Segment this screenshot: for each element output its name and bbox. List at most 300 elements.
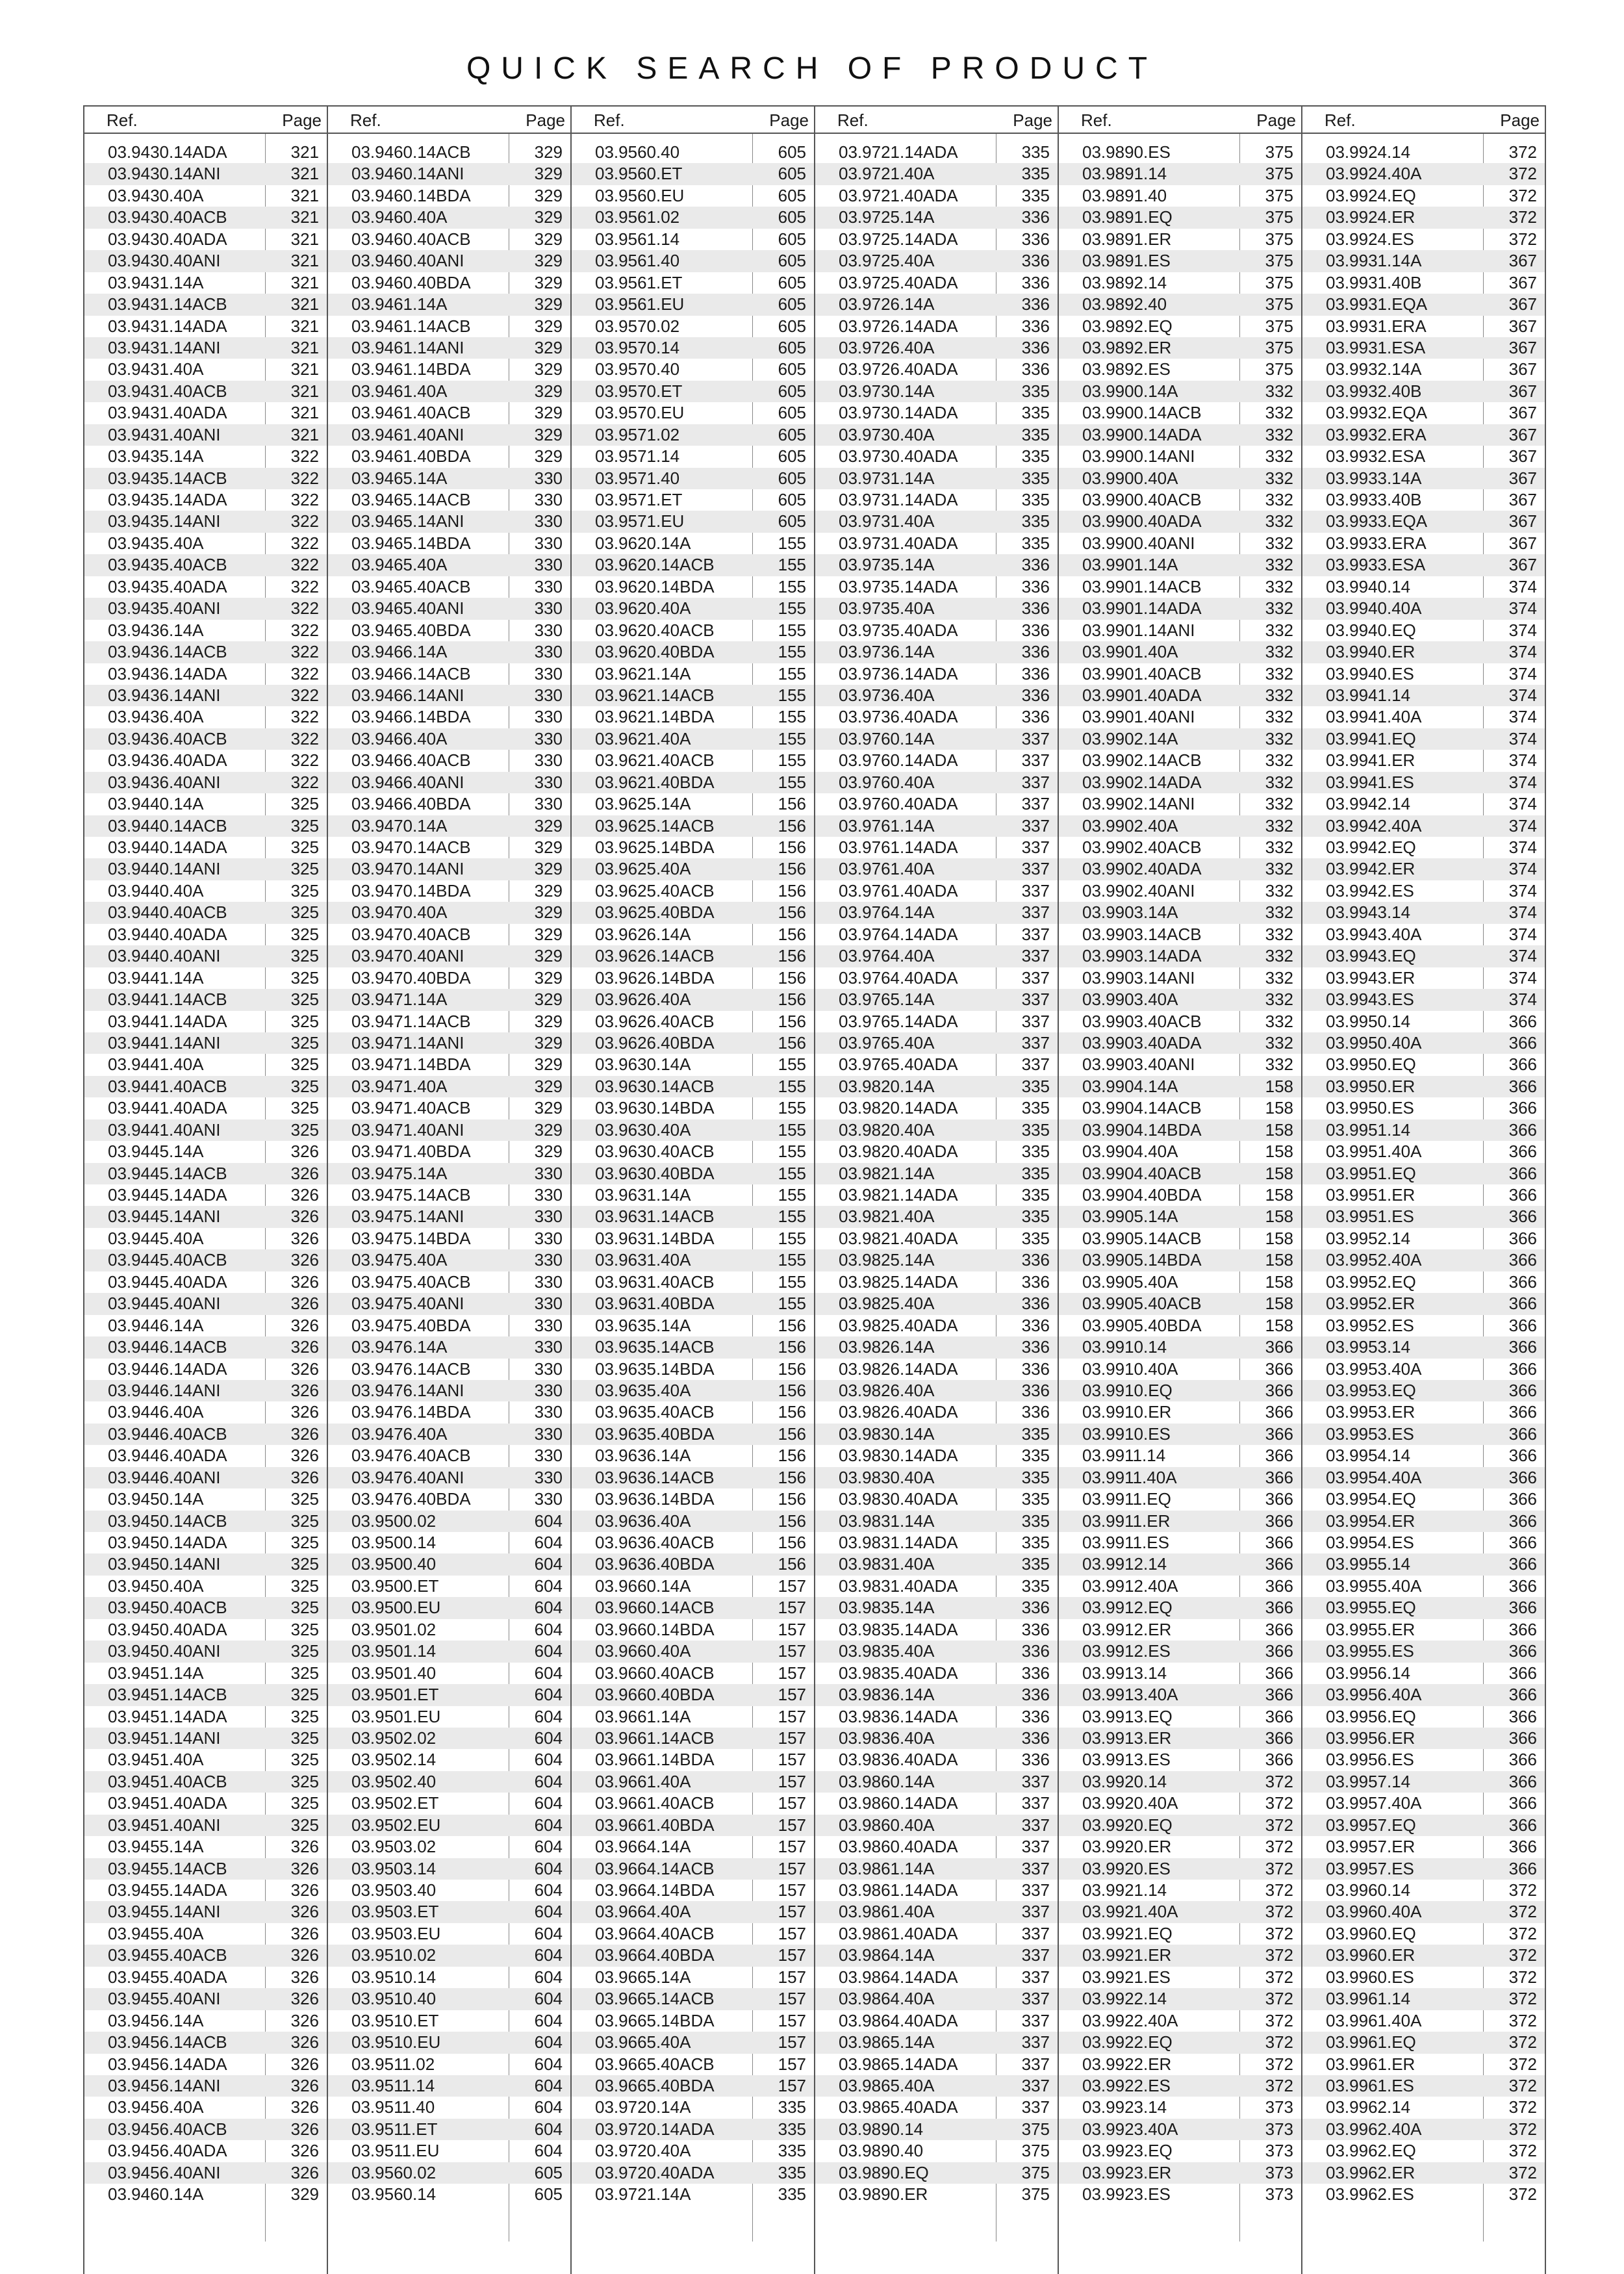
ref-code: 03.9430.40A bbox=[108, 185, 204, 205]
ref-code: 03.9460.40A bbox=[351, 207, 448, 227]
ref-code: 03.9621.14BDA bbox=[595, 707, 715, 727]
list-item bbox=[815, 967, 1058, 989]
page-number: 329 bbox=[534, 381, 563, 401]
ref-code: 03.9956.40A bbox=[1326, 1685, 1422, 1705]
ref-code: 03.9764.14ADA bbox=[839, 924, 958, 944]
list-item bbox=[328, 468, 570, 489]
page-number: 335 bbox=[1021, 142, 1050, 162]
list-item bbox=[1302, 858, 1545, 880]
ref-code: 03.9455.14ACB bbox=[108, 1858, 227, 1878]
ref-code: 03.9761.14A bbox=[839, 815, 935, 836]
ref-code: 03.9900.14ANI bbox=[1082, 446, 1195, 466]
list-item bbox=[815, 1163, 1058, 1184]
page-number: 329 bbox=[534, 251, 563, 271]
page-number: 372 bbox=[1508, 2010, 1537, 2030]
ref-code: 03.9445.14ACB bbox=[108, 1163, 227, 1183]
ref-code: 03.9910.ES bbox=[1082, 1424, 1171, 1444]
ref-code: 03.9430.40ANI bbox=[108, 251, 221, 271]
page-number: 330 bbox=[534, 555, 563, 575]
ref-code: 03.9510.EU bbox=[351, 2032, 441, 2052]
list-item bbox=[815, 1836, 1058, 1858]
page-number: 326 bbox=[290, 2162, 319, 2182]
ref-code: 03.9630.14BDA bbox=[595, 1098, 715, 1118]
page-number: 155 bbox=[778, 1054, 806, 1075]
list-item bbox=[815, 1445, 1058, 1466]
ref-code: 03.9942.EQ bbox=[1326, 837, 1416, 857]
list-item bbox=[84, 1858, 327, 1880]
ref-code: 03.9475.40A bbox=[351, 1250, 448, 1270]
list-item bbox=[572, 2097, 814, 2118]
ref-code: 03.9904.40ACB bbox=[1082, 1163, 1202, 1183]
page-number: 326 bbox=[290, 1467, 319, 1487]
page-number: 330 bbox=[534, 1228, 563, 1248]
list-item bbox=[572, 272, 814, 294]
list-item bbox=[572, 706, 814, 728]
page-number: 156 bbox=[778, 880, 806, 901]
page-number: 604 bbox=[534, 1598, 563, 1618]
ref-code: 03.9461.40ANI bbox=[351, 424, 464, 444]
ref-code: 03.9441.40ADA bbox=[108, 1098, 227, 1118]
ref-code: 03.9960.ER bbox=[1326, 1945, 1415, 1965]
page-number: 374 bbox=[1508, 902, 1537, 923]
rows-list bbox=[815, 142, 1058, 2206]
page-number: 325 bbox=[290, 1663, 319, 1683]
ref-code: 03.9736.40ADA bbox=[839, 707, 958, 727]
ref-code: 03.9954.ES bbox=[1326, 1533, 1414, 1552]
ref-code: 03.9913.40A bbox=[1082, 1685, 1178, 1705]
page-number: 329 bbox=[534, 837, 563, 857]
page-number: 335 bbox=[778, 2141, 806, 2161]
ref-code: 03.9951.ER bbox=[1326, 1185, 1415, 1205]
ref-code: 03.9445.40ANI bbox=[108, 1294, 221, 1314]
ref-code: 03.9620.14A bbox=[595, 533, 691, 553]
ref-code: 03.9953.40A bbox=[1326, 1359, 1422, 1379]
ref-code: 03.9430.40ADA bbox=[108, 229, 227, 249]
ref-code: 03.9511.02 bbox=[351, 2054, 435, 2074]
page-number: 330 bbox=[534, 1402, 563, 1422]
ref-code: 03.9912.40A bbox=[1082, 1576, 1178, 1596]
list-item bbox=[815, 294, 1058, 315]
list-item bbox=[572, 1293, 814, 1314]
ref-code: 03.9765.14A bbox=[839, 990, 935, 1010]
ref-code: 03.9943.ER bbox=[1326, 967, 1415, 988]
page-number: 336 bbox=[1021, 642, 1050, 662]
ref-code: 03.9962.40A bbox=[1326, 2119, 1422, 2139]
page-number: 604 bbox=[534, 1685, 563, 1705]
list-item bbox=[84, 272, 327, 294]
page-number: 325 bbox=[290, 1032, 319, 1053]
ref-code: 03.9931.40B bbox=[1326, 272, 1422, 292]
ref-code: 03.9726.40ADA bbox=[839, 359, 958, 379]
page-number: 157 bbox=[778, 2010, 806, 2030]
ref-code: 03.9664.40A bbox=[595, 1902, 691, 1922]
page-number: 366 bbox=[1508, 1511, 1537, 1531]
list-item bbox=[1302, 2075, 1545, 2097]
ref-code: 03.9904.14A bbox=[1082, 1076, 1178, 1096]
ref-code: 03.9665.40A bbox=[595, 2032, 691, 2052]
list-item bbox=[84, 880, 327, 902]
rows-list bbox=[572, 142, 814, 2206]
page-number: 372 bbox=[1508, 1989, 1537, 2009]
index-column bbox=[572, 105, 815, 2274]
page-number: 157 bbox=[778, 1858, 806, 1878]
ref-code: 03.9625.14ACB bbox=[595, 815, 715, 836]
list-item bbox=[1059, 641, 1301, 663]
ref-code: 03.9503.14 bbox=[351, 1858, 437, 1878]
list-item bbox=[328, 967, 570, 989]
list-item bbox=[328, 554, 570, 576]
page-number: 372 bbox=[1508, 164, 1537, 184]
ref-code: 03.9831.14A bbox=[839, 1511, 935, 1531]
page-number: 604 bbox=[534, 1619, 563, 1639]
list-item bbox=[815, 1553, 1058, 1575]
list-item bbox=[815, 1359, 1058, 1380]
ref-code: 03.9460.14A bbox=[108, 2184, 204, 2204]
list-item bbox=[1302, 1488, 1545, 1510]
page-number: 374 bbox=[1508, 663, 1537, 683]
list-item bbox=[815, 1641, 1058, 1662]
page-number: 336 bbox=[1021, 294, 1050, 314]
page-number: 335 bbox=[1021, 446, 1050, 466]
list-item bbox=[1059, 250, 1301, 272]
list-item bbox=[328, 706, 570, 728]
page-number: 329 bbox=[534, 1098, 563, 1118]
list-item bbox=[572, 1511, 814, 1532]
ref-code: 03.9451.14ANI bbox=[108, 1728, 221, 1748]
list-item bbox=[84, 2119, 327, 2140]
list-item bbox=[328, 2010, 570, 2032]
ref-code: 03.9820.40A bbox=[839, 1119, 935, 1140]
page-number: 332 bbox=[1265, 750, 1293, 771]
page-number: 336 bbox=[1021, 337, 1050, 357]
list-item bbox=[1059, 424, 1301, 446]
page-number: 330 bbox=[534, 1294, 563, 1314]
list-item bbox=[84, 1271, 327, 1293]
ref-code: 03.9570.EU bbox=[595, 403, 685, 423]
ref-code: 03.9960.14 bbox=[1326, 1880, 1411, 1900]
page-number: 337 bbox=[1021, 880, 1050, 901]
list-item bbox=[1059, 815, 1301, 837]
page-number: 158 bbox=[1265, 1098, 1293, 1118]
list-item bbox=[1302, 2054, 1545, 2075]
ref-code: 03.9825.40ADA bbox=[839, 1315, 958, 1335]
list-item bbox=[84, 1467, 327, 1488]
list-item bbox=[328, 945, 570, 967]
ref-code: 03.9630.40ACB bbox=[595, 1142, 715, 1162]
list-item bbox=[84, 902, 327, 923]
page-number: 366 bbox=[1265, 1533, 1293, 1552]
ref-code: 03.9440.40ACB bbox=[108, 902, 227, 923]
list-item bbox=[815, 2119, 1058, 2140]
list-item bbox=[328, 1663, 570, 1684]
page-number: 325 bbox=[290, 1489, 319, 1509]
ref-code: 03.9636.40A bbox=[595, 1511, 691, 1531]
ref-code: 03.9511.ET bbox=[351, 2119, 438, 2139]
list-item bbox=[572, 2054, 814, 2075]
list-item bbox=[1302, 728, 1545, 750]
list-item bbox=[572, 1923, 814, 1945]
list-item bbox=[84, 1032, 327, 1054]
ref-code: 03.9940.40A bbox=[1326, 598, 1422, 619]
list-item bbox=[1059, 620, 1301, 641]
page-number: 366 bbox=[1265, 1728, 1293, 1748]
page-number: 375 bbox=[1021, 2141, 1050, 2161]
list-item bbox=[572, 1271, 814, 1293]
page-number: 336 bbox=[1021, 359, 1050, 379]
page-number: 329 bbox=[534, 1054, 563, 1075]
ref-code: 03.9950.ER bbox=[1326, 1076, 1415, 1096]
page-number: 330 bbox=[534, 1446, 563, 1466]
ref-code: 03.9921.40A bbox=[1082, 1902, 1178, 1922]
ref-code: 03.9451.14ACB bbox=[108, 1685, 227, 1705]
ref-code: 03.9661.14ACB bbox=[595, 1728, 715, 1748]
page-number: 332 bbox=[1265, 490, 1293, 509]
page-number: 326 bbox=[290, 2032, 319, 2052]
list-item bbox=[815, 1771, 1058, 1793]
list-item bbox=[815, 620, 1058, 641]
ref-code: 03.9450.40ANI bbox=[108, 1641, 221, 1661]
ref-code: 03.9721.14ADA bbox=[839, 142, 958, 162]
list-item bbox=[815, 2097, 1058, 2118]
ref-code: 03.9956.ES bbox=[1326, 1750, 1414, 1770]
page-number: 335 bbox=[1021, 403, 1050, 423]
list-item bbox=[84, 1401, 327, 1423]
page-number: 329 bbox=[534, 142, 563, 162]
list-item bbox=[1059, 1880, 1301, 1901]
ref-code: 03.9441.40ACB bbox=[108, 1076, 227, 1096]
page-number: 157 bbox=[778, 1902, 806, 1922]
ref-code: 03.9892.ER bbox=[1082, 337, 1172, 357]
page-number: 155 bbox=[778, 685, 806, 705]
list-item bbox=[1059, 1445, 1301, 1466]
page-number: 326 bbox=[290, 2010, 319, 2030]
page-number: 326 bbox=[290, 1163, 319, 1183]
ref-code: 03.9635.40A bbox=[595, 1380, 691, 1400]
ref-code: 03.9626.40ACB bbox=[595, 1011, 715, 1031]
ref-code: 03.9476.40ANI bbox=[351, 1467, 464, 1487]
page-number: 366 bbox=[1508, 1837, 1537, 1857]
page-number: 329 bbox=[534, 946, 563, 966]
list-item bbox=[572, 1228, 814, 1249]
ref-code: 03.9450.40ADA bbox=[108, 1619, 227, 1639]
ref-code: 03.9921.ER bbox=[1082, 1945, 1172, 1965]
page-number: 322 bbox=[290, 663, 319, 683]
ref-code: 03.9892.ES bbox=[1082, 359, 1171, 379]
ref-code: 03.9954.ER bbox=[1326, 1511, 1415, 1531]
ref-code: 03.9901.40ACB bbox=[1082, 663, 1202, 683]
list-item bbox=[328, 858, 570, 880]
page-number: 336 bbox=[1021, 1685, 1050, 1705]
page-number: 604 bbox=[534, 1728, 563, 1748]
page-number: 366 bbox=[1508, 1641, 1537, 1661]
list-item bbox=[1059, 2119, 1301, 2140]
list-item bbox=[84, 1206, 327, 1227]
ref-code: 03.9952.14 bbox=[1326, 1228, 1411, 1248]
list-item bbox=[1059, 1163, 1301, 1184]
page-number: 330 bbox=[534, 490, 563, 509]
page-number: 335 bbox=[1021, 1533, 1050, 1552]
list-item bbox=[1302, 316, 1545, 337]
ref-code: 03.9902.14ACB bbox=[1082, 750, 1202, 771]
list-item bbox=[328, 1163, 570, 1184]
page-number: 325 bbox=[290, 1771, 319, 1791]
page-number: 372 bbox=[1508, 229, 1537, 249]
page-number: 156 bbox=[778, 1380, 806, 1400]
header-page-label: Page bbox=[1013, 110, 1052, 130]
page-number: 329 bbox=[534, 990, 563, 1010]
ref-code: 03.9924.14 bbox=[1326, 142, 1411, 162]
ref-code: 03.9920.ER bbox=[1082, 1837, 1172, 1857]
ref-code: 03.9661.40A bbox=[595, 1771, 691, 1791]
list-item bbox=[328, 1488, 570, 1510]
column-header bbox=[1059, 105, 1301, 134]
list-item bbox=[84, 1184, 327, 1206]
list-item bbox=[1302, 359, 1545, 380]
ref-code: 03.9500.14 bbox=[351, 1533, 437, 1552]
list-item bbox=[1059, 1011, 1301, 1032]
page-number: 366 bbox=[1265, 1663, 1293, 1683]
list-item bbox=[1302, 1641, 1545, 1662]
page-number: 329 bbox=[534, 880, 563, 901]
page-number: 326 bbox=[290, 1142, 319, 1162]
list-item bbox=[572, 1836, 814, 1858]
list-item bbox=[815, 1206, 1058, 1227]
ref-code: 03.9450.14ADA bbox=[108, 1533, 227, 1552]
ref-code: 03.9961.ES bbox=[1326, 2075, 1414, 2095]
page-number: 326 bbox=[290, 2054, 319, 2074]
ref-code: 03.9933.14A bbox=[1326, 468, 1422, 488]
list-item bbox=[1059, 2140, 1301, 2162]
list-item bbox=[815, 793, 1058, 815]
page-number: 330 bbox=[534, 1271, 563, 1292]
list-item bbox=[815, 1032, 1058, 1054]
list-item bbox=[328, 1532, 570, 1553]
list-item bbox=[815, 316, 1058, 337]
page-number: 332 bbox=[1265, 685, 1293, 705]
list-item bbox=[328, 533, 570, 554]
ref-code: 03.9571.40 bbox=[595, 468, 680, 488]
ref-code: 03.9891.40 bbox=[1082, 185, 1167, 205]
page-number: 366 bbox=[1508, 1228, 1537, 1248]
ref-code: 03.9901.40ADA bbox=[1082, 685, 1202, 705]
list-item bbox=[1302, 554, 1545, 576]
list-item bbox=[1302, 1597, 1545, 1618]
ref-code: 03.9446.40ANI bbox=[108, 1467, 221, 1487]
list-item bbox=[1302, 967, 1545, 989]
page-number: 155 bbox=[778, 1076, 806, 1096]
ref-code: 03.9631.14ACB bbox=[595, 1207, 715, 1227]
page-number: 330 bbox=[534, 794, 563, 814]
list-item bbox=[815, 1511, 1058, 1532]
ref-code: 03.9511.40 bbox=[351, 2097, 435, 2117]
page-number: 336 bbox=[1021, 1598, 1050, 1618]
header-ref-label: Ref. bbox=[1081, 110, 1112, 130]
page-number: 158 bbox=[1265, 1163, 1293, 1183]
ref-code: 03.9901.40A bbox=[1082, 642, 1178, 662]
list-item bbox=[1302, 1749, 1545, 1770]
page-number: 366 bbox=[1265, 1706, 1293, 1726]
ref-code: 03.9955.EQ bbox=[1326, 1598, 1416, 1618]
ref-code: 03.9865.40ADA bbox=[839, 2097, 958, 2117]
ref-code: 03.9466.14ANI bbox=[351, 685, 464, 705]
list-item bbox=[1302, 1011, 1545, 1032]
page-number: 332 bbox=[1265, 403, 1293, 423]
ref-code: 03.9933.ERA bbox=[1326, 533, 1427, 553]
list-item bbox=[1302, 663, 1545, 685]
list-item bbox=[1059, 1532, 1301, 1553]
ref-code: 03.9456.14ADA bbox=[108, 2054, 227, 2074]
page-number: 321 bbox=[290, 294, 319, 314]
ref-code: 03.9953.ES bbox=[1326, 1424, 1414, 1444]
list-item bbox=[328, 250, 570, 272]
page-number: 325 bbox=[290, 1554, 319, 1574]
list-item bbox=[815, 1901, 1058, 1923]
page-title: QUICK SEARCH OF PRODUCT bbox=[466, 51, 1158, 86]
page-number: 330 bbox=[534, 1337, 563, 1357]
page-number: 156 bbox=[778, 946, 806, 966]
page-number: 325 bbox=[290, 946, 319, 966]
ref-code: 03.9720.14A bbox=[595, 2097, 691, 2117]
ref-code: 03.9911.ES bbox=[1082, 1533, 1169, 1552]
page-number: 332 bbox=[1265, 598, 1293, 619]
list-item bbox=[815, 2054, 1058, 2075]
page-number: 156 bbox=[778, 1011, 806, 1031]
page-number: 326 bbox=[290, 1880, 319, 1900]
list-item bbox=[328, 1619, 570, 1641]
ref-code: 03.9831.14ADA bbox=[839, 1533, 958, 1552]
ref-code: 03.9760.14A bbox=[839, 728, 935, 748]
page-number: 158 bbox=[1265, 1185, 1293, 1205]
ref-code: 03.9903.40A bbox=[1082, 990, 1178, 1010]
list-item bbox=[572, 620, 814, 641]
ref-code: 03.9471.14ACB bbox=[351, 1011, 471, 1031]
page-number: 329 bbox=[534, 164, 563, 184]
page-number: 375 bbox=[1265, 272, 1293, 292]
page-number: 337 bbox=[1021, 2010, 1050, 2030]
page-number: 366 bbox=[1508, 1402, 1537, 1422]
ref-code: 03.9902.14A bbox=[1082, 728, 1178, 748]
list-item bbox=[328, 576, 570, 598]
ref-code: 03.9635.14ACB bbox=[595, 1337, 715, 1357]
page-number: 329 bbox=[534, 403, 563, 423]
ref-code: 03.9910.ER bbox=[1082, 1402, 1172, 1422]
page-number: 326 bbox=[290, 1250, 319, 1270]
rows-list bbox=[84, 142, 327, 2206]
ref-code: 03.9500.ET bbox=[351, 1576, 439, 1596]
ref-code: 03.9826.40A bbox=[839, 1380, 935, 1400]
list-item bbox=[328, 1923, 570, 1945]
list-item bbox=[328, 902, 570, 923]
ref-code: 03.9901.14ANI bbox=[1082, 620, 1195, 640]
list-item bbox=[572, 598, 814, 619]
page-number: 366 bbox=[1508, 1685, 1537, 1705]
page-number: 325 bbox=[290, 1511, 319, 1531]
ref-code: 03.9932.40B bbox=[1326, 381, 1422, 401]
ref-code: 03.9726.14A bbox=[839, 294, 935, 314]
page-number: 332 bbox=[1265, 880, 1293, 901]
list-item bbox=[328, 1359, 570, 1380]
ref-code: 03.9902.40ACB bbox=[1082, 837, 1202, 857]
ref-code: 03.9864.40A bbox=[839, 1989, 935, 2009]
ref-code: 03.9621.14A bbox=[595, 663, 691, 683]
ref-code: 03.9864.14ADA bbox=[839, 1967, 958, 1987]
list-item bbox=[572, 1532, 814, 1553]
list-item bbox=[84, 1336, 327, 1358]
page-number: 366 bbox=[1508, 1706, 1537, 1726]
list-item bbox=[328, 815, 570, 837]
ref-code: 03.9430.14ADA bbox=[108, 142, 227, 162]
page-number: 372 bbox=[1508, 2032, 1537, 2052]
